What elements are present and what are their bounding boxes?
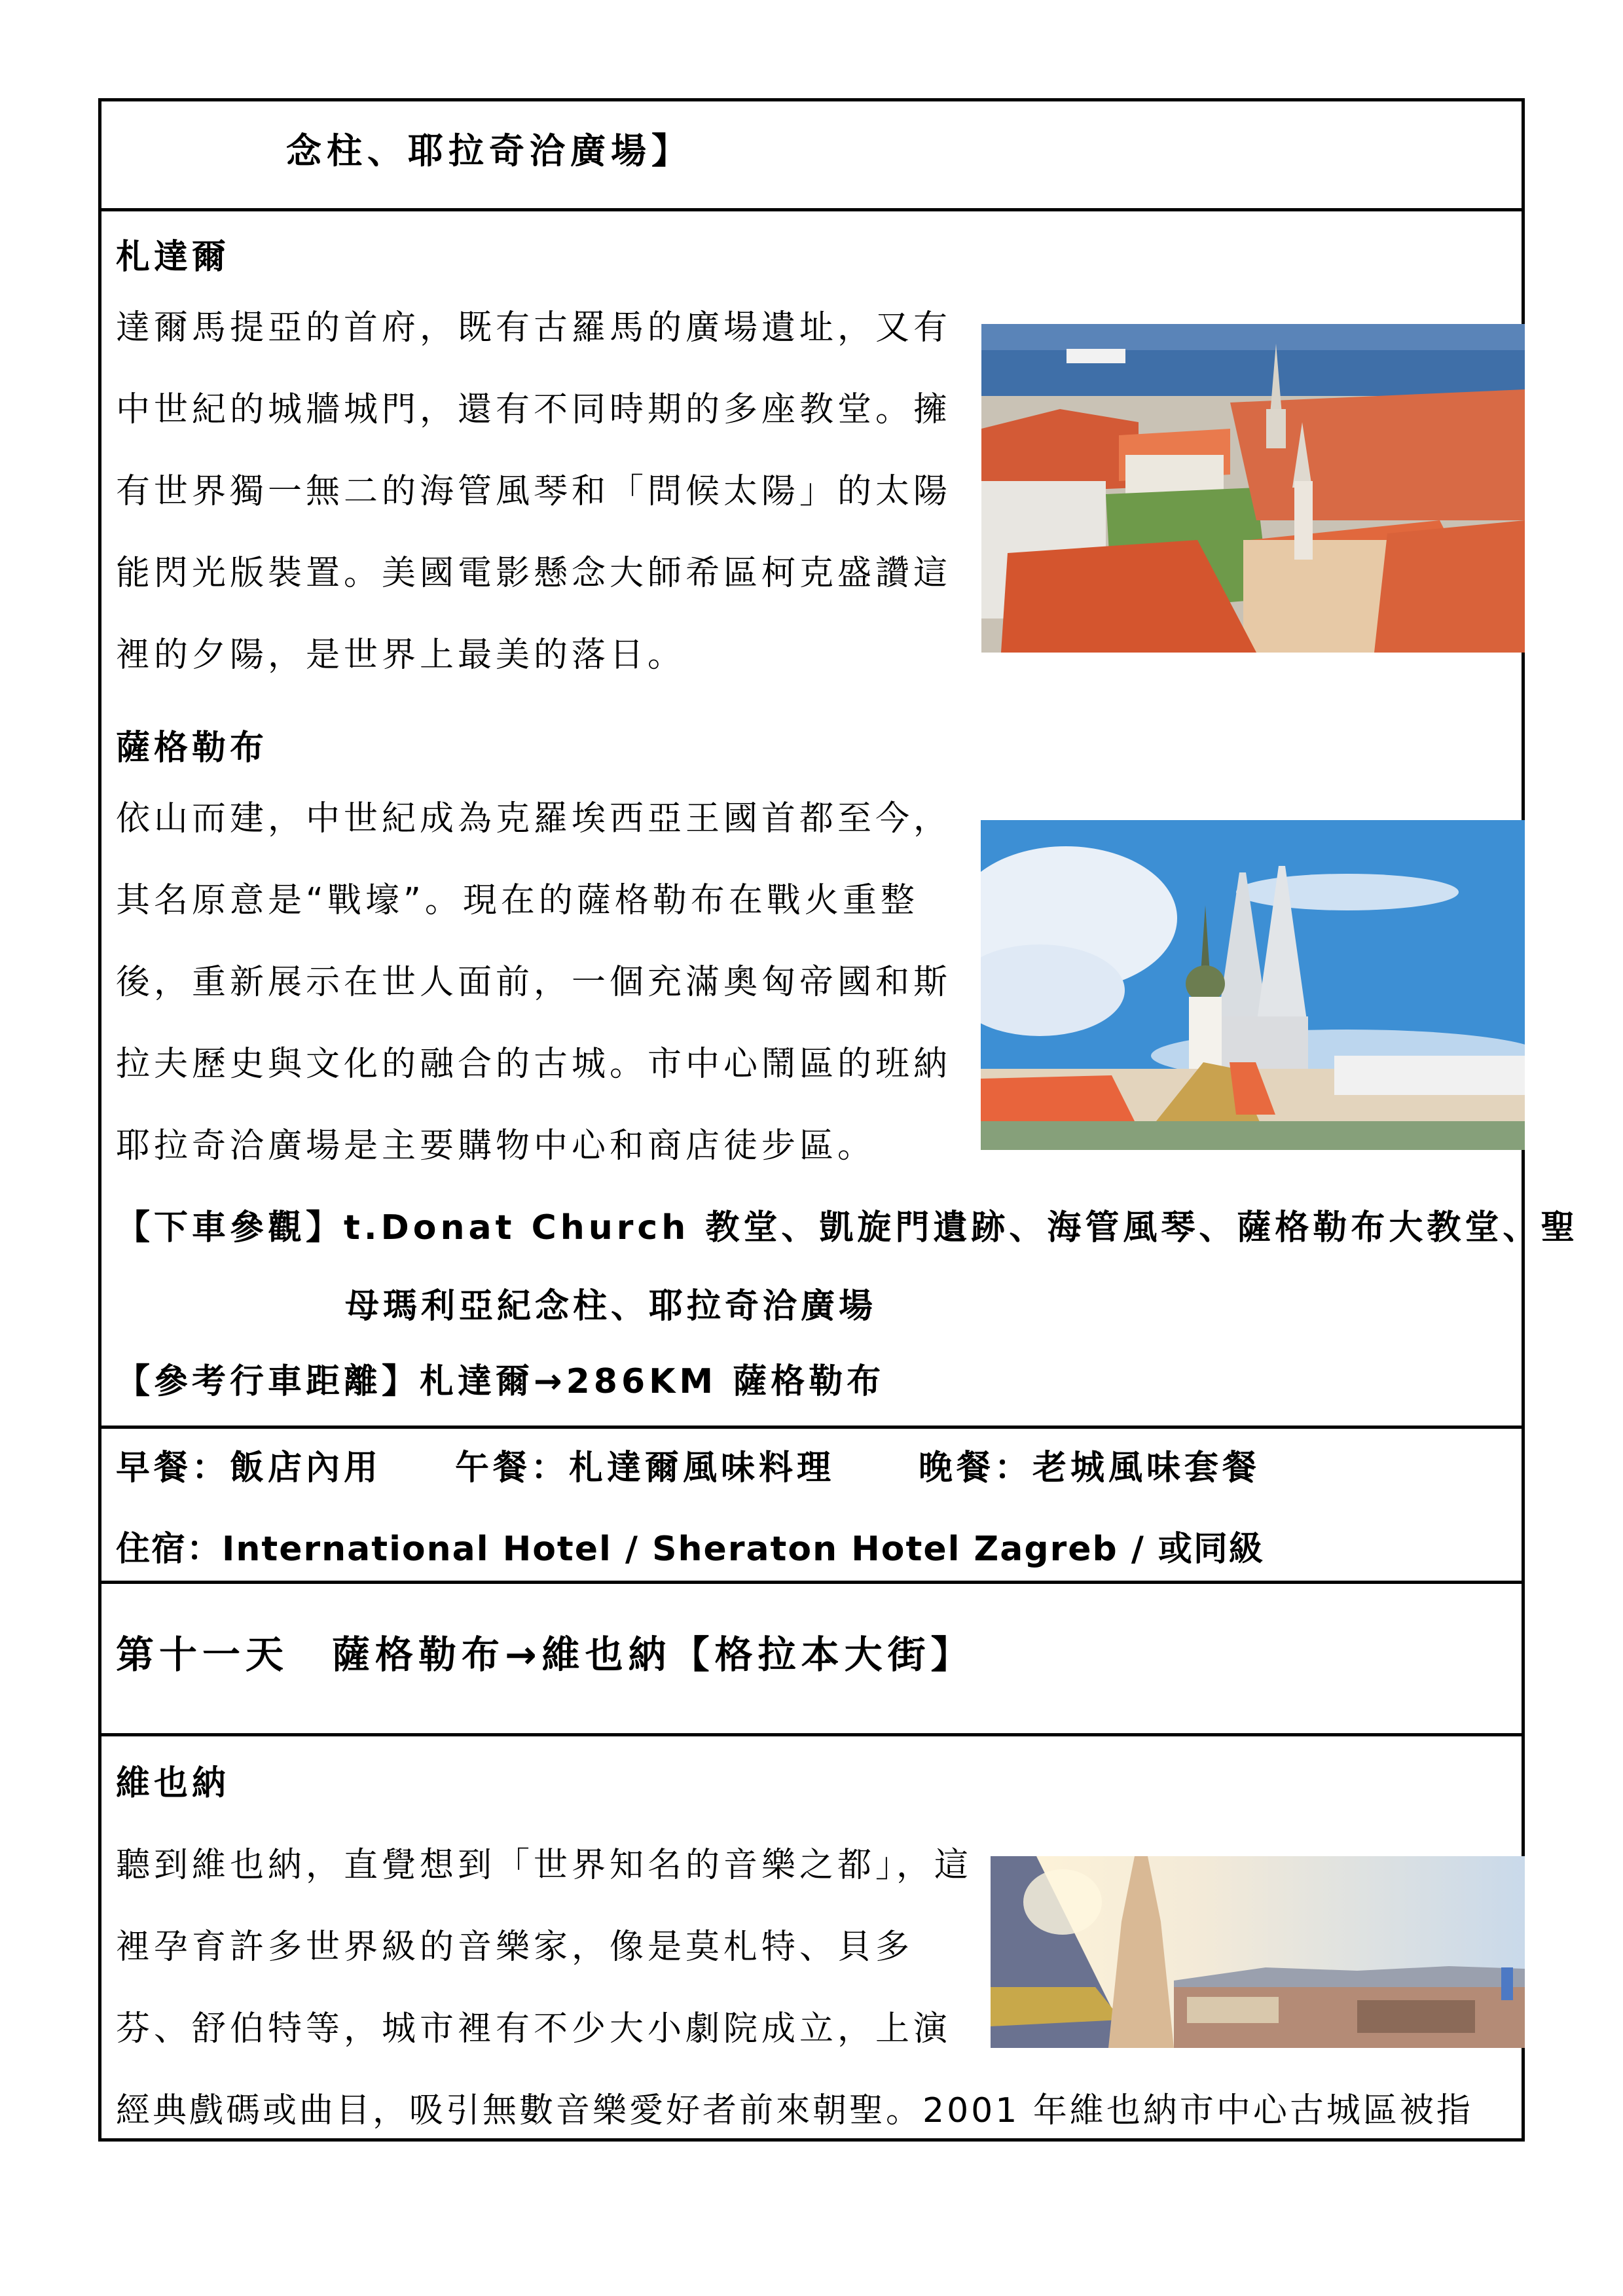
title-row <box>101 101 1522 208</box>
title-continuation: 念柱、耶拉奇洽廣場】 <box>286 130 692 171</box>
day11-title-row <box>101 1581 1522 1733</box>
zadar-line: 達爾馬提亞的首府，既有古羅馬的廣場遺址，又有 <box>116 308 952 348</box>
sightseeing-list: t.Donat Church 教堂、凱旋門遺跡、海管風琴、薩格勒布大教堂、聖 <box>344 1208 1579 1247</box>
vienna-photo <box>991 1856 1525 2048</box>
zagreb-photo <box>981 820 1525 1150</box>
vienna-line: 聽到維也納，直覺想到「世界知名的音樂之都」，這 <box>116 1846 973 1885</box>
zadar-line: 有世界獨一無二的海管風琴和「問候太陽」的太陽 <box>116 472 952 511</box>
hotel: 住宿：International Hotel / Sheraton Hotel Zagreb / 或同級 <box>116 1530 1264 1569</box>
day11-title: 第十一天 薩格勒布→維也納【格拉本大街】 <box>116 1632 974 1677</box>
vienna-line: 經典戲碼或曲目，吸引無數音樂愛好者前來朝聖。2001 年維也納市中心古城區被指 <box>116 2091 1473 2130</box>
zagreb-photo-image <box>981 820 1525 1150</box>
dinner: 晚餐：老城風味套餐 <box>919 1448 1261 1488</box>
meals-row <box>101 1426 1522 1581</box>
distance-label: 【參考行車距離】 <box>116 1362 420 1401</box>
vienna-line: 裡孕育許多世界級的音樂家，像是莫札特、貝多 <box>116 1928 914 1967</box>
zadar-line: 能閃光版裝置。美國電影懸念大師希區柯克盛讚這 <box>116 554 952 593</box>
zadar-photo <box>981 324 1525 653</box>
zagreb-line: 耶拉奇洽廣場是主要購物中心和商店徒步區。 <box>116 1126 876 1166</box>
sightseeing-label: 【下車參觀】 <box>116 1208 344 1247</box>
distance-value: 札達爾→286KM 薩格勒布 <box>420 1362 885 1401</box>
zadar-line: 裡的夕陽，是世界上最美的落日。 <box>116 636 686 675</box>
zagreb-line: 拉夫歷史與文化的融合的古城。市中心鬧區的班納 <box>116 1045 952 1084</box>
zadar-heading: 札達爾 <box>116 238 230 277</box>
zagreb-heading: 薩格勒布 <box>116 728 268 768</box>
zagreb-line: 後，重新展示在世人面前，一個充滿奧匈帝國和斯 <box>116 963 952 1002</box>
zagreb-line: 依山而建，中世紀成為克羅埃西亞王國首都至今， <box>116 799 952 838</box>
zadar-line: 中世紀的城牆城門，還有不同時期的多座教堂。擁 <box>116 390 952 429</box>
vienna-heading: 維也納 <box>116 1764 230 1803</box>
day11-content-row <box>101 1733 1522 2138</box>
distance-line <box>116 1362 884 1401</box>
vienna-line: 芬、舒伯特等，城市裡有不少大小劇院成立，上演 <box>116 2009 952 2049</box>
sightseeing-line1 <box>116 1208 1578 1247</box>
day10-content-row <box>101 208 1579 1426</box>
vienna-photo-image <box>991 1856 1525 2048</box>
zadar-photo-image <box>981 324 1525 653</box>
zagreb-line: 其名原意是“戰壕”。現在的薩格勒布在戰火重整 <box>116 881 919 920</box>
breakfast: 早餐：飯店內用 <box>116 1448 382 1488</box>
itinerary-table <box>98 98 1579 2142</box>
lunch: 午餐：札達爾風味料理 <box>455 1448 835 1488</box>
sightseeing-line2: 母瑪利亞紀念柱、耶拉奇洽廣場 <box>345 1287 877 1326</box>
